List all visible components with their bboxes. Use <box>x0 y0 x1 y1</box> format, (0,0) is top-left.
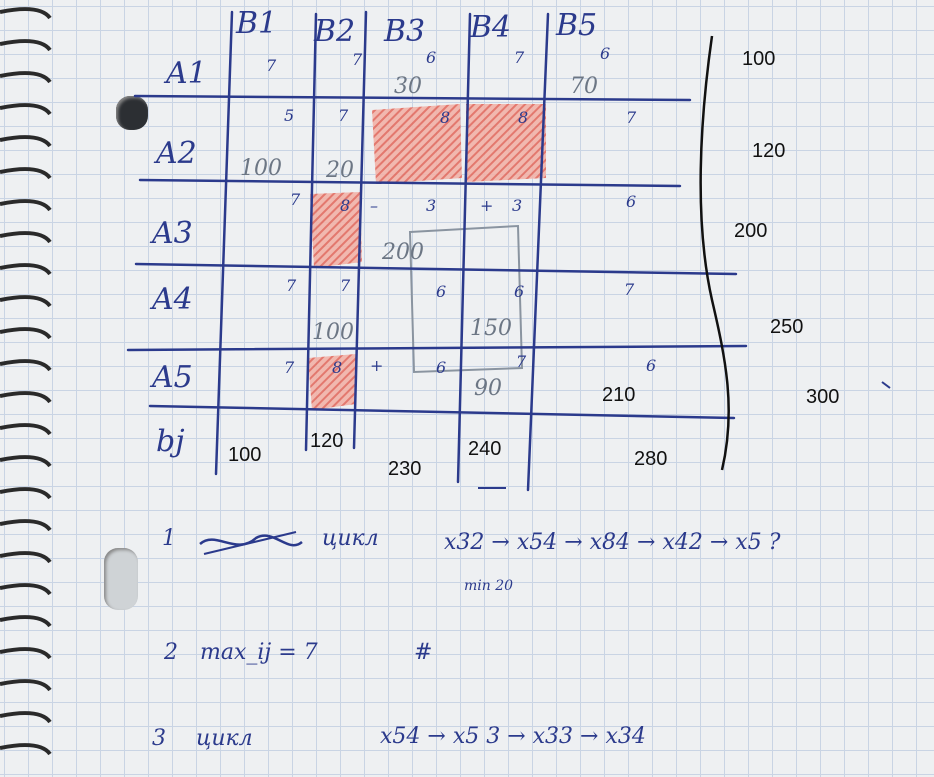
alloc-a4-b2: 100 <box>312 320 354 345</box>
note-line1-number: 1 <box>162 526 176 551</box>
demand-b1: 100 <box>228 444 262 466</box>
cost-a2-b3: 8 <box>440 108 451 127</box>
alloc-a1-b5: 70 <box>570 74 598 99</box>
row-header-a3: A3 <box>152 216 193 251</box>
demand-b3: 230 <box>388 458 422 480</box>
note-line3-number: 3 <box>152 726 166 751</box>
demand-b5: 280 <box>634 448 668 470</box>
cost-a4-b5: 7 <box>624 280 635 299</box>
cost-a3-b5: 6 <box>626 192 637 211</box>
supply-a2: 120 <box>752 140 786 162</box>
demand-extra: 210 <box>602 384 636 406</box>
demand-b4: 240 <box>468 438 502 460</box>
alloc-a4-b4: 150 <box>470 316 512 341</box>
row-header-a5: A5 <box>152 360 193 395</box>
cost-a2-b5: 7 <box>626 108 637 127</box>
col-header-b2: B2 <box>314 14 356 49</box>
note-line1-min: min 20 <box>464 578 514 594</box>
cost-a2-b4: 8 <box>518 108 529 127</box>
hatch-a2-b4 <box>466 104 546 182</box>
cost-a2-b2: 7 <box>338 106 349 125</box>
sign-plus-a3: + <box>480 196 494 215</box>
col-cost-b2: 7 <box>352 50 363 69</box>
demand-b2: 120 <box>310 430 344 452</box>
cost-a4-b4: 6 <box>514 282 525 301</box>
sign-minus-a3: – <box>370 196 378 215</box>
supply-brace <box>701 36 729 470</box>
cost-a2-b1: 5 <box>284 106 295 125</box>
alloc-a3-b3: 200 <box>382 240 424 265</box>
alloc-a1-b3: 30 <box>394 74 422 99</box>
cost-a3-b1: 7 <box>290 190 301 209</box>
cost-a5-b4: 7 <box>516 352 527 371</box>
row-header-a4: A4 <box>152 282 193 317</box>
row-header-a2: A2 <box>156 136 197 171</box>
hatch-a3-b2 <box>310 192 362 268</box>
note-line2-text: max_ij = 7 <box>200 640 318 665</box>
col-header-b3: B3 <box>384 14 426 49</box>
supply-a3: 200 <box>734 220 768 242</box>
cost-a5-b5: 6 <box>646 356 657 375</box>
cost-a5-b3: 6 <box>436 358 447 377</box>
cost-a3-b3: 3 <box>426 196 437 215</box>
col-cost-b5: 6 <box>600 44 611 63</box>
cost-a5-b2: 8 <box>332 358 343 377</box>
col-header-b4: B4 <box>470 10 512 45</box>
supply-a5: 300 <box>806 386 840 408</box>
col-header-b1: B1 <box>236 6 278 41</box>
cost-a4-b2: 7 <box>340 276 351 295</box>
crossed-out-word <box>196 524 306 564</box>
cost-a5-b1: 7 <box>284 358 295 377</box>
cost-a3-b4: 3 <box>512 196 523 215</box>
cost-a4-b1: 7 <box>286 276 297 295</box>
note-line2-number: 2 <box>164 640 178 665</box>
pencil-cycle-box <box>410 226 525 372</box>
note-line1-chain: x32 → x54 → x84 → x42 → x5 ? <box>444 530 781 555</box>
sign-plus-a5: + <box>370 356 384 375</box>
col-cost-b4: 7 <box>514 48 525 67</box>
alloc-a2-b1: 100 <box>240 156 282 181</box>
cost-a4-b3: 6 <box>436 282 447 301</box>
alloc-a5-b4: 90 <box>474 376 502 401</box>
cost-a3-b2: 8 <box>340 196 351 215</box>
note-line1-word: цикл <box>322 526 379 551</box>
supply-a4: 250 <box>770 316 804 338</box>
row-header-a1: A1 <box>166 56 207 91</box>
col-cost-b1: 7 <box>266 56 277 75</box>
col-cost-b3: 6 <box>426 48 437 67</box>
supply-a1: 100 <box>742 48 776 70</box>
note-line3-chain: x54 → x5 3 → x33 → x34 <box>380 724 646 749</box>
col-header-b5: B5 <box>556 8 598 43</box>
note-line3-word: цикл <box>196 726 253 751</box>
alloc-a2-b2: 20 <box>326 158 354 183</box>
demand-label: bj <box>156 424 185 459</box>
note-line2-mark: # <box>414 640 433 665</box>
